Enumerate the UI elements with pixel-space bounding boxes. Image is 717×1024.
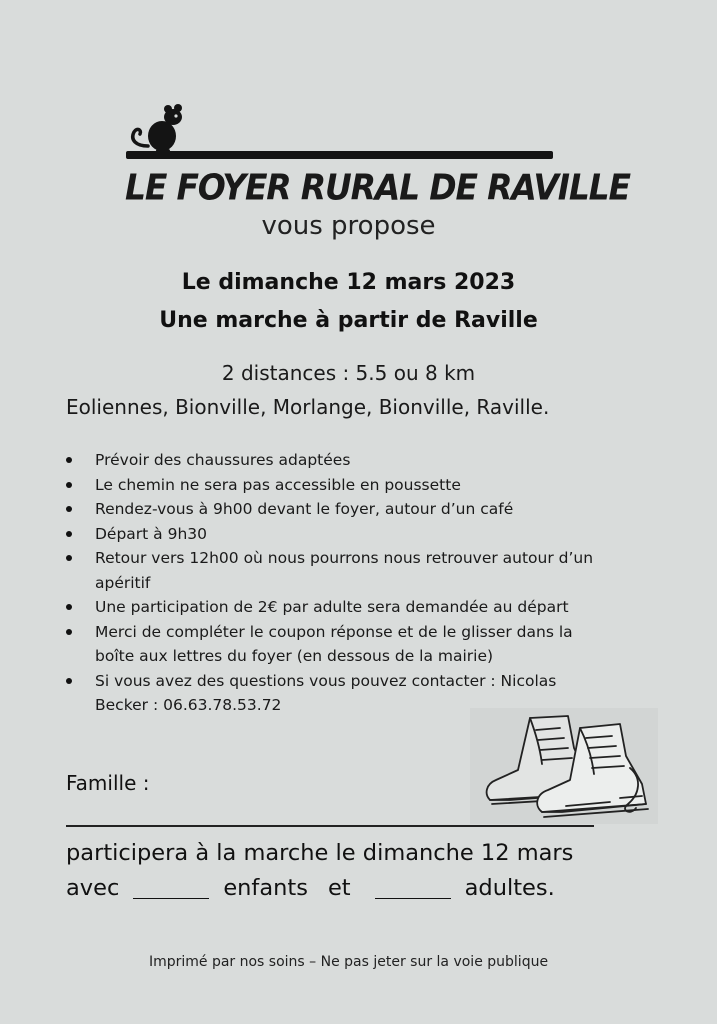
route: Eoliennes, Bionville, Morlange, Bionville, Raville. <box>66 395 550 419</box>
children-count-blank <box>133 897 209 899</box>
subtitle: vous propose <box>261 211 436 241</box>
coupon-counts <box>66 875 555 901</box>
family-name-line <box>66 825 594 827</box>
list-item-text: Si vous avez des questions vous pouvez contacter : Nicolas <box>95 671 557 690</box>
family-label: Famille : <box>66 771 150 795</box>
list-item-text: Rendez-vous à 9h00 devant le foyer, autour d’un café <box>95 500 514 518</box>
bullet-icon <box>66 506 72 512</box>
list-item <box>64 448 654 473</box>
list-item-text: Prévoir des chaussures adaptées <box>95 451 351 469</box>
event-title: Une marche à partir de Raville <box>159 308 538 333</box>
list-item <box>64 497 654 522</box>
list-item <box>64 546 654 595</box>
bullet-icon <box>66 629 72 635</box>
mouse-logo-icon <box>128 100 188 156</box>
list-item <box>64 473 654 498</box>
list-item <box>64 620 654 669</box>
list-item-text-cont: boîte aux lettres du foyer (en dessous de la mairie) <box>95 647 494 665</box>
coupon-et: et <box>327 875 351 901</box>
info-list <box>64 448 654 718</box>
list-item-text: Une participation de 2€ par adulte sera demandée au départ <box>95 598 569 616</box>
coupon-avec: avec <box>66 875 120 901</box>
coupon-text: participera à la marche le dimanche 12 mars <box>66 840 574 866</box>
list-item-text: Merci de compléter le coupon réponse et de le glisser dans la <box>95 622 573 641</box>
bullet-icon <box>66 457 72 463</box>
list-item-text: Le chemin ne sera pas accessible en poussette <box>95 475 461 494</box>
footer-note: Imprimé par nos soins – Ne pas jeter sur la voie publique <box>148 954 549 970</box>
bullet-icon <box>66 555 72 561</box>
list-item-text: Départ à 9h30 <box>95 524 208 543</box>
list-item-text: Retour vers 12h00 où nous pourrons nous retrouver autour d’un <box>95 549 594 567</box>
coupon-enfants: enfants <box>223 875 308 901</box>
logo-bar <box>126 151 553 159</box>
list-item <box>64 522 654 547</box>
list-item-text-cont: Becker : 06.63.78.53.72 <box>95 696 282 714</box>
organization-title: LE FOYER RURAL DE RAVILLE <box>125 166 630 209</box>
bullet-icon <box>66 604 72 610</box>
bullet-icon <box>66 482 72 488</box>
coupon-adultes: adultes. <box>464 875 555 901</box>
bullet-icon <box>66 678 72 684</box>
bullet-icon <box>66 531 72 537</box>
adults-count-blank <box>375 897 451 899</box>
event-date: Le dimanche 12 mars 2023 <box>181 270 516 295</box>
distances: 2 distances : 5.5 ou 8 km <box>221 361 476 385</box>
hiking-boots-icon <box>470 708 658 824</box>
list-item <box>64 595 654 620</box>
list-item-text-cont: apéritif <box>95 573 151 592</box>
